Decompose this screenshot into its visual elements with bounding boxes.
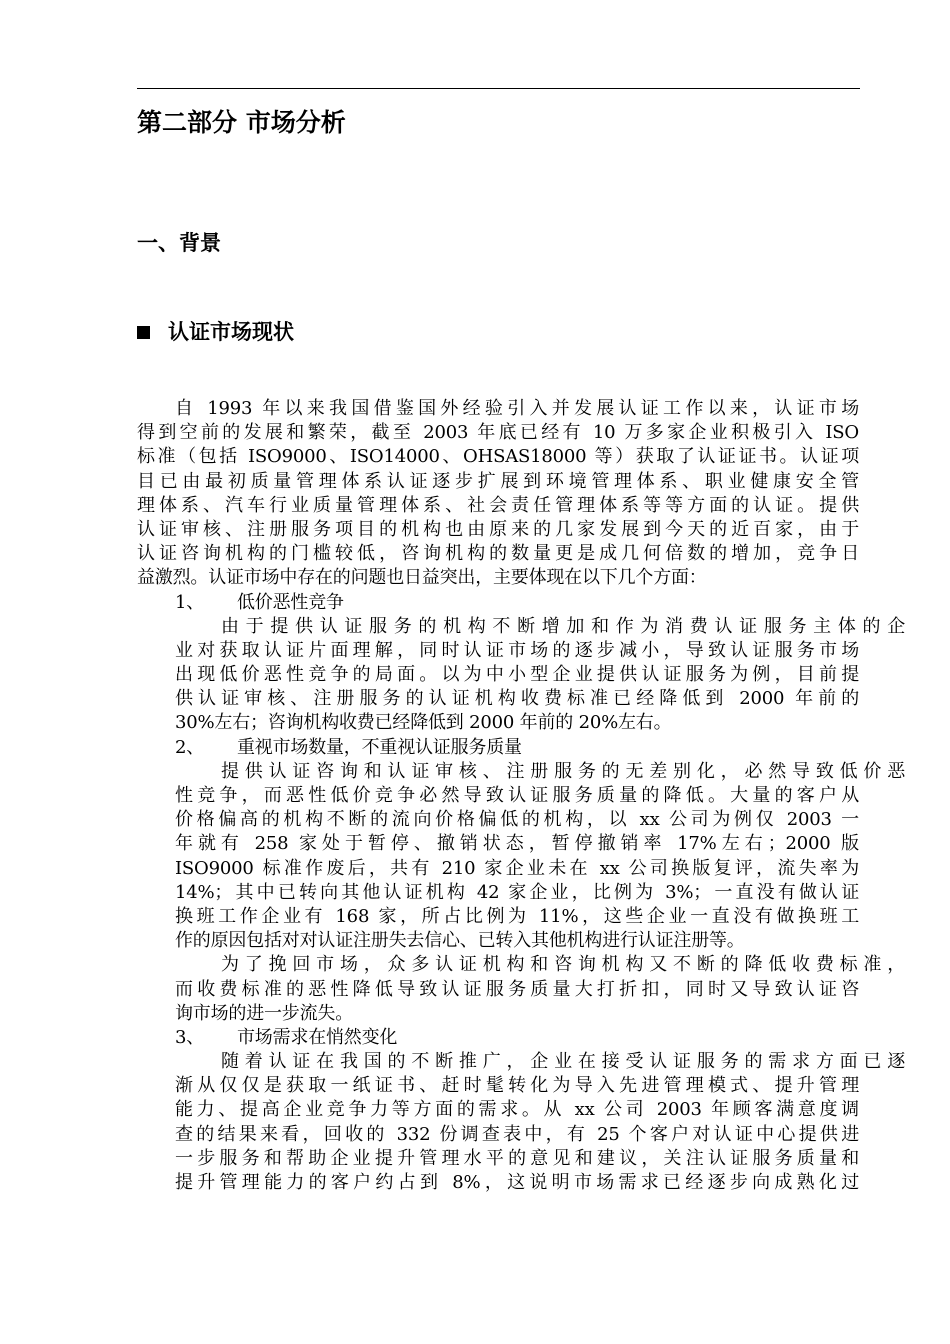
list-item-title: 重视市场数量，不重视认证服务质量 [237,736,522,758]
list-item-heading [175,736,859,760]
paragraph-line: 由于提供认证服务的机构不断增加和作为消费认证服务主体的企 [221,615,905,637]
section-title: 一、背景 [137,231,221,255]
paragraph-line: 30%左右；咨询机构收费已经降低到 2000 年前的 20%左右。 [175,712,672,734]
paragraph-line: 作的原因包括对对认证注册失去信心、已转入其他机构进行认证注册等。 [175,930,745,952]
body-text [137,397,905,1195]
paragraph-line: 为了挽回市场，众多认证机构和咨询机构又不断的降低收费标准， [221,954,905,976]
paragraph-line: 价格偏高的机构不断的流向价格偏低的机构，以 xx 公司为例仅 2003 一 [175,809,859,831]
list-item-body [175,1050,905,1195]
list-item-title: 市场需求在悄然变化 [237,1026,398,1048]
subsection-heading [137,317,294,347]
list-item-heading [175,591,859,615]
paragraph-line: 换班工作企业有 168 家，所占比例为 11%，这些企业一直没有做换班工 [175,905,859,927]
paragraph-line: 一步服务和帮助企业提升管理水平的意见和建议，关注认证服务质量和 [175,1147,859,1169]
list-item-number: 3、 [175,1026,205,1048]
paragraph-line: 提供认证咨询和认证审核、注册服务的无差别化，必然导致低价恶 [221,760,905,782]
paragraph-line: 自 1993 年以来我国借鉴国外经验引入并发展认证工作以来，认证市场 [175,398,859,419]
paragraph-line: 性竞争，而恶性低价竞争必然导致认证服务质量的降低。大量的客户从 [175,785,859,806]
subsection-title: 认证市场现状 [168,320,294,344]
list-item-body [175,615,905,736]
list-item-body [175,760,905,1026]
paragraph-line: 提升管理能力的客户约占到 8%，这说明市场需求已经逐步向成熟化过 [175,1172,859,1193]
square-bullet-icon [137,326,150,339]
paragraph-line: 认证咨询机构的门槛较低，咨询机构的数量更是成几何倍数的增加，竞争日 [137,543,859,565]
paragraph-line: 认证审核、注册服务项目的机构也由原来的几家发展到今天的近百家，由于 [137,518,859,540]
paragraph-line: 目已由最初质量管理体系认证逐步扩展到环境管理体系、职业健康安全管 [137,470,859,492]
paragraph-line: 能力、提高企业竞争力等方面的需求。从 xx 公司 2003 年顾客满意度调 [175,1099,859,1121]
list-item-number: 1、 [175,591,205,613]
paragraph-line: 业对获取认证片面理解，同时认证市场的逐步减小，导致认证服务市场 [175,639,859,661]
part-title: 第二部分 市场分析 [137,108,346,137]
paragraph-line: 查的结果来看，回收的 332 份调查表中，有 25 个客户对认证中心提供进 [175,1123,859,1145]
paragraph-line: 供认证审核、注册服务的认证机构收费标准已经降低到 2000 年前的 [175,688,859,710]
paragraph-line: 而收费标准的恶性降低导致认证服务质量大打折扣，同时又导致认证咨 [175,978,859,1000]
paragraph-line: 随着认证在我国的不断推广，企业在接受认证服务的需求方面已逐 [221,1051,905,1073]
paragraph-line: 询市场的进一步流失。 [175,1002,353,1024]
paragraph-line: 14%；其中已转向其他认证机构 42 家企业，比例为 3%；一直没有做认证 [175,881,859,903]
paragraph-line: ISO9000 标准作废后，共有 210 家企业未在 xx 公司换版复评，流失率为 [175,857,859,879]
header-rule [137,88,860,89]
paragraph-line: 标准（包括 ISO9000、ISO14000、OHSAS18000 等）获取了认证证书。认证项 [137,446,859,468]
paragraph-line: 理体系、汽车行业质量管理体系、社会责任管理体系等等方面的认证。提供 [137,494,859,516]
paragraph-line: 年就有 258 家处于暂停、撤销状态，暂停撤销率 17%左右；2000 版 [175,833,859,855]
paragraph-line: 渐从仅仅是获取一纸证书、赶时髦转化为导入先进管理模式、提升管理 [175,1075,859,1097]
paragraph-line: 出现低价恶性竞争的局面。以为中小型企业提供认证服务为例，目前提 [175,664,859,686]
list-item-title: 低价恶性竞争 [237,591,344,613]
list-item-number: 2、 [175,736,205,758]
list-item-heading [175,1026,859,1050]
paragraph-line: 益激烈。认证市场中存在的问题也日益突出，主要体现在以下几个方面： [137,567,707,589]
paragraph-line: 得到空前的发展和繁荣，截至 2003 年底已经有 10 万多家企业积极引入 ISO [137,422,859,444]
